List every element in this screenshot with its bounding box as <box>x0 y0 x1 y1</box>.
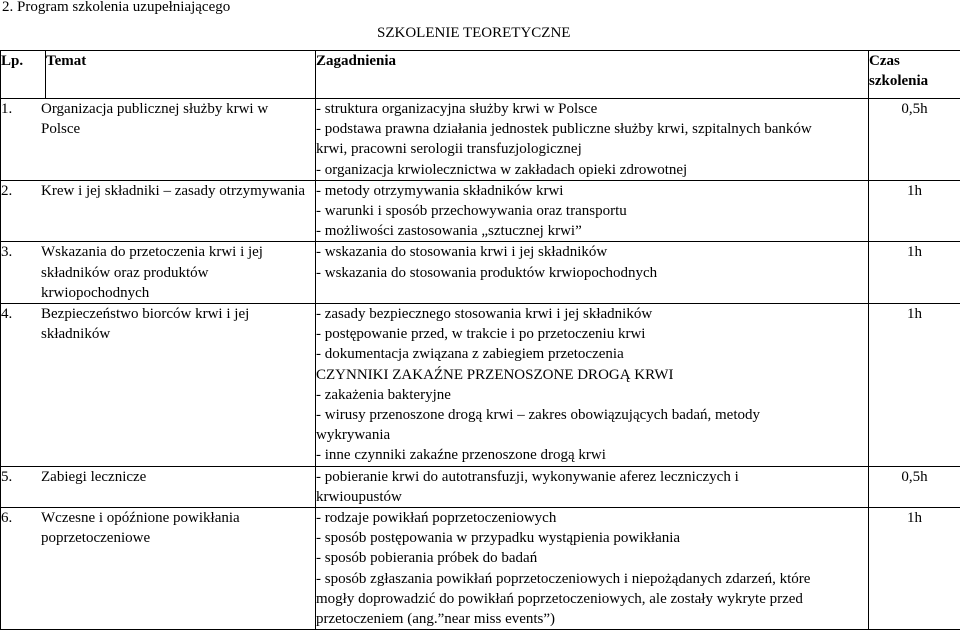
header-czas-line2: szkolenia <box>869 71 960 91</box>
table-header-row <box>1 51 960 99</box>
issue-line: - możliwości zastosowania „sztucznej krwi” <box>316 221 868 241</box>
row-number: 6. <box>1 508 41 548</box>
topic-text: Zabiegi lecznicze <box>41 467 315 487</box>
issue-line: - wirusy przenoszone drogą krwi – zakres obowiązujących badań, metody <box>316 405 868 425</box>
issue-line: - podstawa prawna działania jednostek publiczne służby krwi, szpitalnych banków <box>316 119 868 139</box>
table-row <box>1 99 960 181</box>
topic-text: Bezpieczeństwo biorców krwi i jej składników <box>41 304 315 344</box>
header-zagadnienia: Zagadnienia <box>316 51 869 99</box>
issue-line: - sposób zgłaszania powikłań poprzetoczeniowych i niepożądanych zdarzeń, które <box>316 569 868 589</box>
row-number: 3. <box>1 242 41 303</box>
topic-cell <box>1 242 316 304</box>
issue-line: - warunki i sposób przechowywania oraz transportu <box>316 201 868 221</box>
table-row <box>1 508 960 630</box>
header-czas-line1: Czas <box>869 51 960 71</box>
table-row <box>1 466 960 507</box>
row-number: 5. <box>1 467 41 487</box>
topic-cell <box>1 466 316 507</box>
issue-line: - sposób pobierania próbek do badań <box>316 548 868 568</box>
issue-line: - pobieranie krwi do autotransfuzji, wykonywanie aferez leczniczych i <box>316 467 868 487</box>
issue-line: przetoczeniem (ang.”near miss events”) <box>316 609 868 629</box>
issue-line: - rodzaje powikłań poprzetoczeniowych <box>316 508 868 528</box>
issues-cell <box>316 99 869 181</box>
topic-text: Organizacja publicznej służby krwi w Polsce <box>41 99 315 139</box>
issue-line: - wskazania do stosowania krwi i jej składników <box>316 242 868 262</box>
issue-line: - wskazania do stosowania produktów krwiopochodnych <box>316 263 868 283</box>
row-number: 2. <box>1 181 41 201</box>
issue-line: - struktura organizacyjna służby krwi w Polsce <box>316 99 868 119</box>
issue-line: - postępowanie przed, w trakcie i po przetoczeniu krwi <box>316 324 868 344</box>
topic-cell <box>1 180 316 242</box>
topic-cell <box>1 508 316 630</box>
issue-line: - inne czynniki zakaźne przenoszone drogą krwi <box>316 445 868 465</box>
issue-line: CZYNNIKI ZAKAŹNE PRZENOSZONE DROGĄ KRWI <box>316 365 868 385</box>
issue-line: - sposób postępowania w przypadku wystąpienia powikłania <box>316 528 868 548</box>
issue-line: - zakażenia bakteryjne <box>316 385 868 405</box>
row-number: 4. <box>1 304 41 344</box>
issue-line: mogły doprowadzić do powikłań poprzetoczeniowych, ale zostały wykryte przed <box>316 589 868 609</box>
issue-line: wykrywania <box>316 425 868 445</box>
header-czas <box>869 51 960 99</box>
topic-cell <box>1 99 316 181</box>
training-program-table <box>0 50 960 630</box>
issue-line: krwioupustów <box>316 487 868 507</box>
row-number: 1. <box>1 99 41 139</box>
header-lp: Lp. <box>1 51 46 99</box>
issues-cell <box>316 304 869 467</box>
topic-text: Wskazania do przetoczenia krwi i jej składników oraz produktów krwiopochodnych <box>41 242 315 303</box>
issues-cell <box>316 466 869 507</box>
duration-cell: 0,5h <box>869 99 960 181</box>
table-row <box>1 180 960 242</box>
issues-cell <box>316 242 869 304</box>
duration-cell: 0,5h <box>869 466 960 507</box>
issue-line: - zasady bezpiecznego stosowania krwi i jej składników <box>316 304 868 324</box>
topic-text: Wczesne i opóźnione powikłania poprzetoczeniowe <box>41 508 315 548</box>
topic-cell <box>1 304 316 467</box>
table-row <box>1 304 960 467</box>
duration-cell: 1h <box>869 304 960 467</box>
duration-cell: 1h <box>869 242 960 304</box>
issue-line: - dokumentacja związana z zabiegiem przetoczenia <box>316 344 868 364</box>
duration-cell: 1h <box>869 508 960 630</box>
table-row <box>1 242 960 304</box>
issue-line: krwi, pracowni serologii transfuzjologicznej <box>316 139 868 159</box>
page-heading: 2. Program szkolenia uzupełniającego <box>2 0 230 16</box>
issue-line: - metody otrzymywania składników krwi <box>316 181 868 201</box>
duration-cell: 1h <box>869 180 960 242</box>
header-temat: Temat <box>46 51 316 99</box>
issues-cell <box>316 508 869 630</box>
section-title: SZKOLENIE TEORETYCZNE <box>377 24 570 42</box>
issues-cell <box>316 180 869 242</box>
topic-text: Krew i jej składniki – zasady otrzymywania <box>41 181 315 201</box>
issue-line: - organizacja krwiolecznictwa w zakładach opieki zdrowotnej <box>316 160 868 180</box>
